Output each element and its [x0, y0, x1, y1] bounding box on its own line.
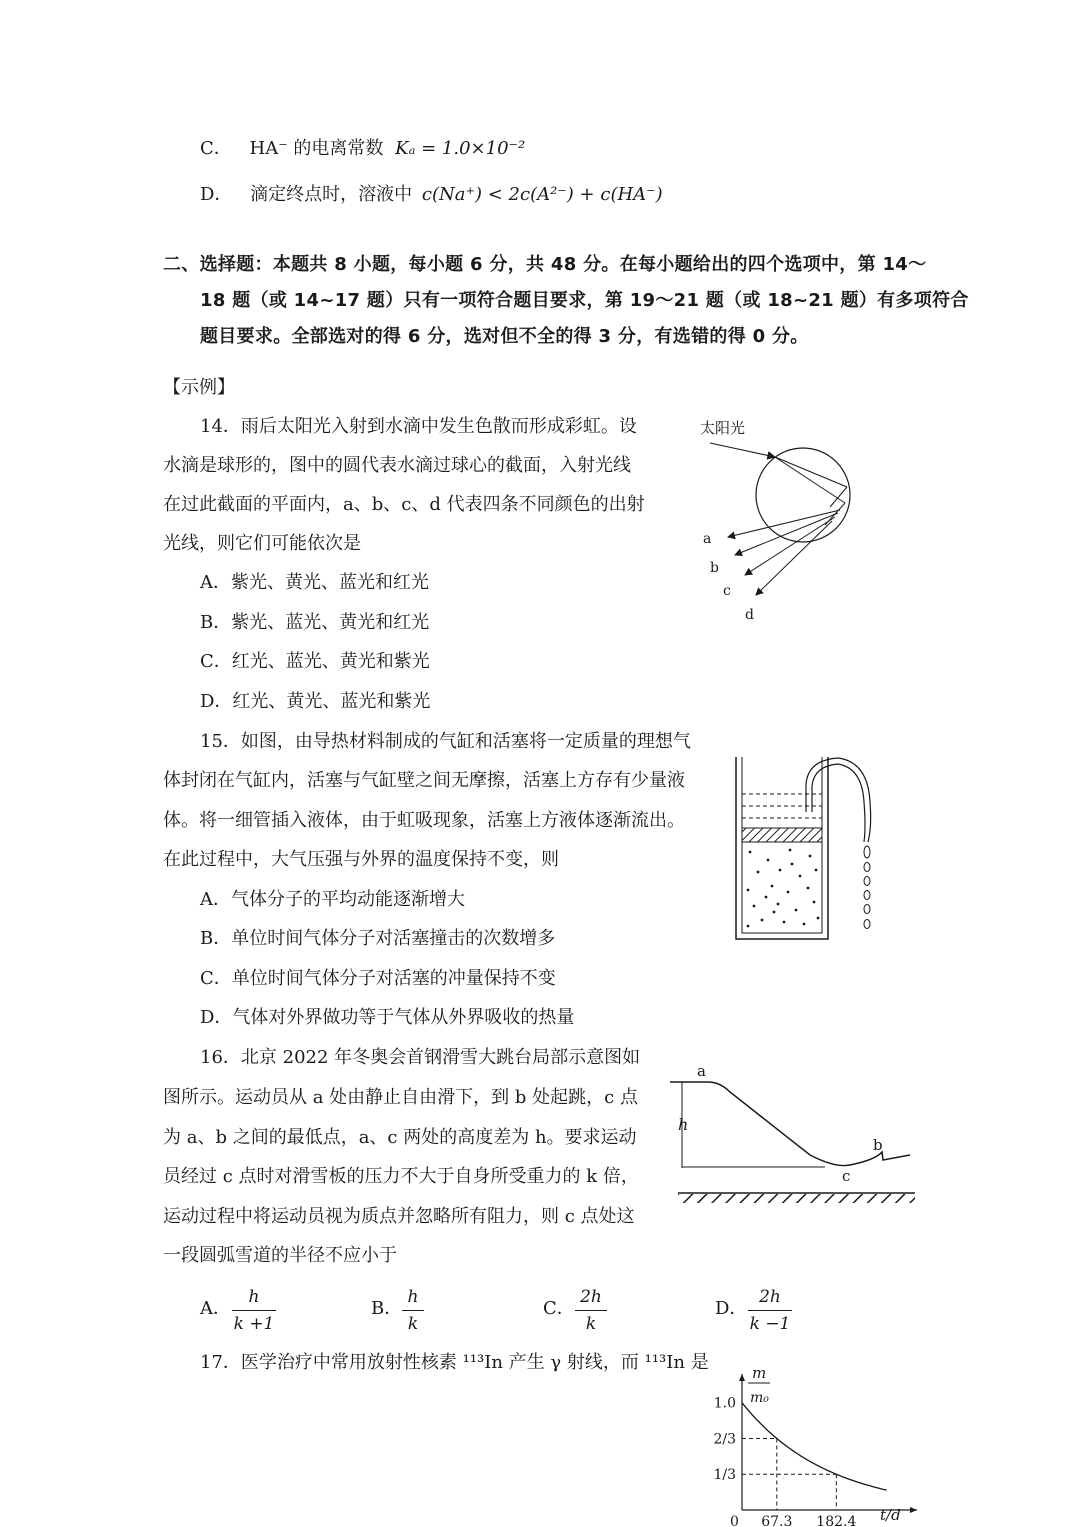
- numerator: 2h: [575, 1287, 607, 1311]
- label-d: d: [745, 607, 754, 623]
- option-text: 滴定终点时，溶液中: [250, 184, 413, 205]
- label-b: b: [710, 560, 719, 576]
- q16-stem-line: 员经过 c 点时对滑雪板的压力不大于自身所受重力的 k 倍，: [163, 1166, 639, 1187]
- raindrop-circle: [756, 448, 850, 542]
- q14-stem-line: 在过此截面的平面内，a、b、c、d 代表四条不同颜色的出射: [163, 494, 645, 515]
- decay-curve: [742, 1403, 887, 1490]
- q16-stem-line: 为 a、b 之间的最低点，a、c 两处的高度差为 h。要求运动: [163, 1127, 637, 1148]
- section-heading-line2: 18 题（或 14~17 题）只有一项符合题目要求，第 19～21 题（或 18~21 题）有多项符合: [200, 290, 969, 311]
- decay-chart: [700, 1362, 920, 1527]
- height-h-label: h: [678, 1115, 689, 1134]
- point-a-label: a: [697, 1062, 706, 1080]
- y-label-denominator: m₀: [750, 1390, 769, 1406]
- incident-ray: [710, 443, 775, 457]
- q14-stem-line: 光线，则它们可能依次是: [163, 533, 361, 554]
- q15-option-a: A．气体分子的平均动能逐渐增大: [200, 889, 465, 910]
- q17-stem-line: 17．医学治疗中常用放射性核素 ¹¹³In 产生 γ 射线，而 ¹¹³In 是: [200, 1352, 709, 1373]
- q16-stem-line: 一段圆弧雪道的半径不应小于: [163, 1245, 397, 1266]
- numerator: 2h: [748, 1287, 792, 1311]
- y-tick-label: 1/3: [713, 1467, 736, 1484]
- prev-option-d: [200, 186, 663, 204]
- q14-option-c: C．红光、蓝光、黄光和紫光: [200, 651, 430, 672]
- charge-balance-formula: c(Na⁺) < 2c(A²⁻) + c(HA⁻): [421, 184, 663, 205]
- cylinder-wall: [736, 757, 828, 939]
- q14-option-d: D．红光、黄光、蓝光和紫光: [200, 691, 431, 712]
- q15-stem-line: 在此过程中，大气压强与外界的温度保持不变，则: [163, 849, 559, 870]
- q16-option-c-label: C．: [543, 1298, 575, 1319]
- prev-option-c: [200, 140, 525, 158]
- q14-option-a: A．紫光、黄光、蓝光和红光: [200, 572, 429, 593]
- q16-stem-line: 运动过程中将运动员视为质点并忽略所有阻力，则 c 点处这: [163, 1206, 635, 1227]
- q16-option-b-fraction: [402, 1287, 424, 1334]
- option-label: C．: [200, 138, 232, 159]
- ray-a: [728, 510, 840, 537]
- denominator: k +1: [233, 1314, 275, 1334]
- ka-formula: Kₐ = 1.0×10⁻²: [395, 138, 526, 159]
- q16-option-c-fraction: [575, 1287, 607, 1334]
- q14-stem-line: 14．雨后太阳光入射到水滴中发生色散而形成彩虹。设: [200, 416, 637, 437]
- denominator: k: [585, 1314, 597, 1334]
- example-label: 【示例】: [163, 377, 235, 398]
- q14-option-b: B．紫光、蓝光、黄光和红光: [200, 612, 430, 633]
- option-label: D．: [200, 184, 233, 205]
- raindrop-figure: [690, 415, 870, 625]
- y-label-numerator: m: [752, 1364, 767, 1382]
- numerator: h: [402, 1287, 424, 1311]
- q15-stem-line: 体封闭在气缸内，活塞与气缸壁之间无摩擦，活塞上方存有少量液: [163, 770, 685, 791]
- section-heading-line1: 二、选择题：本题共 8 小题，每小题 6 分，共 48 分。在每小题给出的四个选项中，第 14～: [163, 254, 927, 275]
- denominator: k: [407, 1314, 419, 1334]
- piston: [742, 828, 822, 842]
- q16-option-d-fraction: [748, 1287, 792, 1334]
- y-tick-label: 1.0: [713, 1395, 736, 1412]
- ground-hatch: [678, 1194, 915, 1203]
- label-c: c: [723, 583, 731, 599]
- ski-jump-figure: [670, 1060, 920, 1210]
- section-heading-line3: 题目要求。全部选对的得 6 分，选对但不全的得 3 分，有选错的得 0 分。: [200, 326, 809, 347]
- y-tick-label: 2/3: [713, 1431, 736, 1448]
- q15-stem-line: 15．如图，由导热材料制成的气缸和活塞将一定质量的理想气: [200, 731, 691, 752]
- x-tick-label: 67.3: [761, 1514, 793, 1527]
- numerator: h: [232, 1287, 276, 1311]
- q16-stem-line: 图所示。运动员从 a 处由静止自由滑下，到 b 处起跳，c 点: [163, 1087, 638, 1108]
- point-c-label: c: [842, 1167, 851, 1185]
- q15-stem-line: 体。将一细管插入液体，由于虹吸现象，活塞上方液体逐渐流出。: [163, 810, 685, 831]
- q15-option-d: D．气体对外界做功等于气体从外界吸收的热量: [200, 1007, 575, 1028]
- gas-molecules: [747, 849, 820, 928]
- cylinder-figure: [728, 752, 888, 942]
- q16-option-a-fraction: [232, 1287, 276, 1334]
- x-tick-label: 182.4: [816, 1514, 857, 1527]
- q14-stem-line: 水滴是球形的，图中的圆代表水滴过球心的截面，入射光线: [163, 455, 631, 476]
- option-text: HA⁻ 的电离常数: [249, 138, 384, 159]
- x-tick-label: 0: [730, 1514, 739, 1527]
- point-b-label: b: [873, 1136, 883, 1154]
- y-axis-arrow: [739, 1374, 745, 1381]
- ray-d: [756, 521, 832, 595]
- droplets: [864, 846, 870, 929]
- q16-option-a-label: A．: [200, 1298, 231, 1319]
- ray-c: [745, 517, 835, 575]
- q16-option-d-label: D．: [715, 1298, 748, 1319]
- denominator: k −1: [749, 1314, 791, 1334]
- q15-option-c: C．单位时间气体分子对活塞的冲量保持不变: [200, 968, 556, 989]
- q16-stem-line: 16．北京 2022 年冬奥会首钢滑雪大跳台局部示意图如: [200, 1047, 641, 1068]
- q15-option-b: B．单位时间气体分子对活塞撞击的次数增多: [200, 928, 556, 949]
- label-a: a: [703, 531, 712, 547]
- x-axis-arrow: [910, 1507, 917, 1513]
- liquid-layer: [742, 794, 822, 818]
- q16-option-b-label: B．: [371, 1298, 403, 1319]
- sunlight-label: 太阳光: [700, 419, 746, 437]
- x-axis-label: t/d: [880, 1506, 901, 1524]
